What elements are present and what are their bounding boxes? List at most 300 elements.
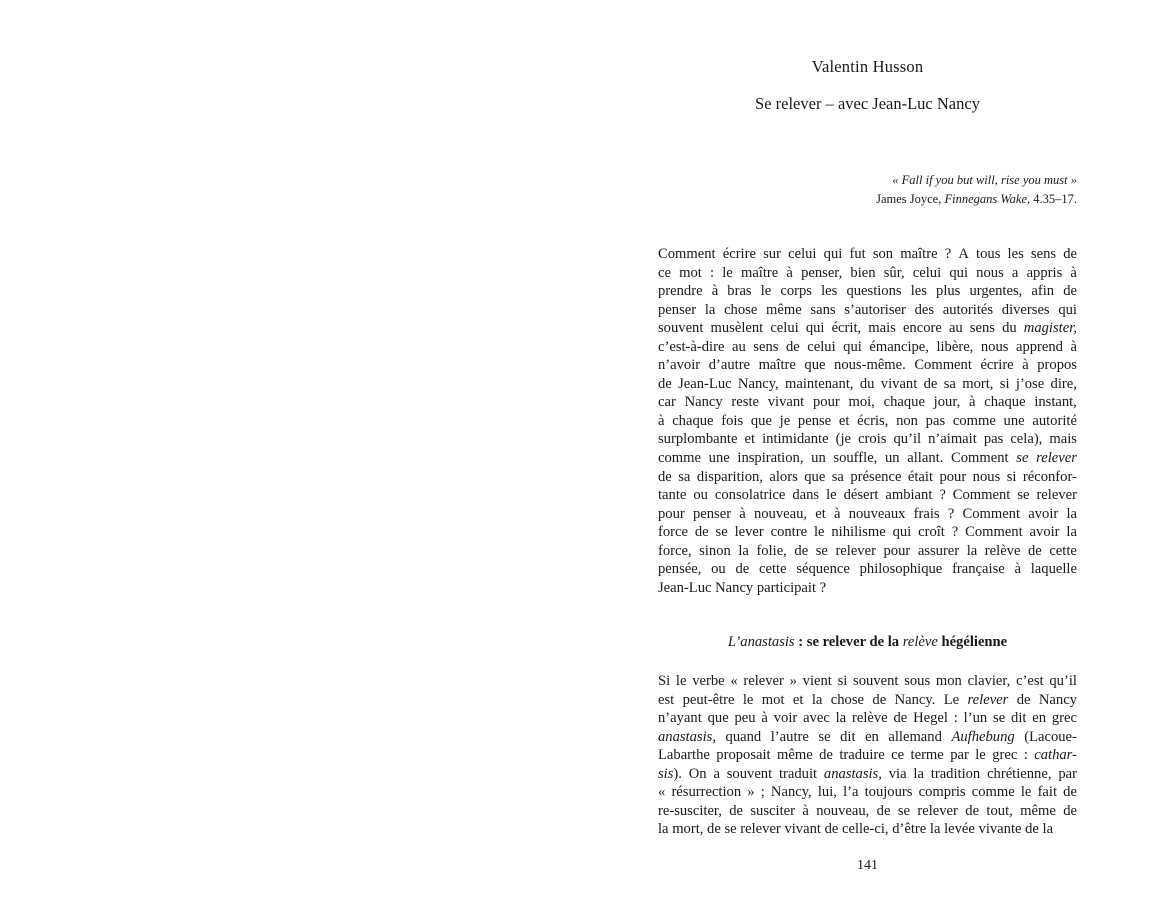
word: nous-même. [834, 357, 906, 374]
epigraph-author: James Joyce, [876, 192, 945, 206]
word: du [1002, 320, 1017, 337]
word: par [950, 747, 969, 764]
word: de [785, 338, 800, 355]
word: clavier, [967, 673, 1011, 689]
word: nihilisme [831, 524, 886, 541]
word: relève [984, 542, 1021, 559]
word: maître [900, 246, 938, 262]
paragraph-intro [658, 245, 1077, 597]
word: la [966, 542, 978, 559]
word: sans [810, 301, 836, 318]
word: magister, [1023, 320, 1077, 337]
text-line [658, 375, 1077, 394]
text-line [658, 505, 1077, 524]
word: souvent [853, 673, 899, 689]
word: le [826, 487, 837, 504]
word: en [1032, 710, 1047, 727]
word: grec [992, 747, 1018, 764]
word: « [730, 673, 738, 689]
word: nouveau, [816, 802, 870, 819]
word: la [835, 710, 847, 727]
word: relever [1036, 487, 1077, 504]
word: qu’il [1049, 673, 1077, 689]
word: levée [944, 821, 975, 838]
word: sûr, [883, 264, 905, 281]
word: mort, [672, 821, 704, 838]
word: émancipe, [869, 338, 929, 355]
word: de [923, 375, 938, 392]
word: dit [1011, 710, 1027, 727]
word: est [658, 691, 675, 708]
word: et [744, 431, 756, 448]
word: consolatrice [714, 487, 786, 504]
word: la [738, 542, 749, 559]
word: pas [925, 412, 946, 429]
word: Jean-Luc [658, 579, 712, 596]
word: le [675, 673, 687, 689]
word: toujours [864, 784, 913, 801]
word: non [896, 412, 918, 429]
word: » [789, 673, 797, 689]
word: se [1017, 487, 1030, 504]
word: le [975, 747, 986, 764]
word: intimidante [762, 431, 829, 448]
word: ; [760, 784, 765, 801]
epigraph-quote-text: « Fall if you but will, rise you must » [892, 173, 1077, 187]
word: reste [731, 394, 759, 411]
word: à [786, 264, 793, 281]
word: traduit [778, 765, 818, 782]
word: qu’il [893, 431, 922, 448]
word: les [821, 283, 838, 300]
text-line [658, 282, 1077, 301]
word: relève [852, 710, 888, 727]
word: anastasis, [823, 765, 882, 782]
word: la [1066, 505, 1077, 522]
word: de [819, 747, 833, 764]
word: lui, [817, 784, 837, 801]
word: que [804, 357, 826, 374]
word: (je [835, 431, 852, 448]
word: verbe [692, 673, 725, 689]
word: dire, [1050, 375, 1077, 392]
word: qui [1058, 301, 1077, 318]
text-line [658, 802, 1077, 821]
heading-part: : se relever de la [794, 634, 903, 650]
text-line [658, 709, 1077, 728]
word: vivant [784, 821, 821, 838]
word: de [1063, 802, 1077, 819]
text-line [658, 523, 1077, 542]
heading-part: relève [902, 634, 938, 650]
word: comme [971, 784, 1015, 801]
page-number: 141 [857, 858, 878, 873]
word: proposait [716, 747, 771, 764]
word: mort, [962, 375, 994, 392]
word: le [1020, 784, 1032, 801]
word: « [658, 784, 666, 801]
word: du [859, 375, 875, 392]
text-line [658, 393, 1077, 412]
epigraph-work: Finnegans Wake [944, 192, 1027, 206]
text-line [658, 783, 1077, 802]
word: fait [1037, 784, 1058, 801]
word: à [802, 802, 809, 819]
word: inspiration, [737, 450, 804, 467]
word: (Lacoue- [1024, 728, 1077, 745]
word: ? [944, 246, 952, 262]
word: pensée, [658, 561, 702, 578]
word: sa [831, 468, 844, 485]
word: française [952, 561, 1005, 578]
word: ? [819, 579, 827, 596]
word: folie, [756, 542, 787, 559]
word: peu [734, 710, 756, 727]
word: le [813, 524, 825, 541]
word: si [1006, 468, 1017, 485]
word: mot [679, 264, 702, 281]
word: présence [850, 468, 902, 485]
word: nouveaux [848, 505, 906, 522]
word: penser [658, 301, 697, 318]
word: que [707, 710, 729, 727]
word: cette [759, 561, 787, 578]
word: Nancy, [737, 375, 779, 392]
word: de [893, 710, 908, 727]
word: s’autoriser [844, 301, 906, 318]
word: libère, [936, 338, 974, 355]
word: grec [1051, 710, 1077, 727]
word: nous [980, 338, 1009, 355]
word: sinon [699, 542, 731, 559]
word: Nancy. [894, 691, 936, 708]
word: celui [807, 338, 836, 355]
word: réconfor- [1022, 468, 1077, 485]
word: Le [943, 691, 960, 708]
word: cette [1049, 542, 1077, 559]
word: laquelle [1030, 561, 1077, 578]
word: » [747, 784, 755, 801]
word: ou [693, 487, 708, 504]
word: un [885, 450, 900, 467]
word: même [766, 301, 802, 318]
word: surplombante [658, 431, 738, 448]
word: sis [658, 765, 674, 782]
word: se [715, 524, 728, 541]
word: celle-ci, [841, 821, 889, 838]
word: la [929, 821, 941, 838]
word: ? [939, 487, 946, 504]
word: si [999, 375, 1010, 392]
word: jour, [933, 394, 961, 411]
word: écrire [980, 357, 1014, 374]
text-line [658, 319, 1077, 338]
word: au [731, 338, 746, 355]
word: philosophique [859, 561, 943, 578]
word: penser [692, 505, 732, 522]
word: maintenant, [785, 375, 854, 392]
word: à [711, 283, 719, 300]
word: la [1042, 821, 1054, 838]
word: qui [892, 524, 912, 541]
word: de [794, 542, 809, 559]
word: chaque [883, 394, 925, 411]
word: souvent [726, 765, 773, 782]
word: le [760, 283, 772, 300]
word: de [1063, 784, 1077, 801]
word: de [694, 524, 709, 541]
word: pas [983, 431, 1004, 448]
word: de [707, 821, 721, 838]
word: la [704, 301, 716, 318]
word: se [897, 802, 910, 819]
word: force [658, 524, 688, 541]
word: propos [1037, 357, 1077, 374]
word: séquence [796, 561, 850, 578]
word: celui [788, 246, 817, 262]
word: relever [835, 542, 876, 559]
word: avec [803, 710, 830, 727]
word: à [761, 710, 768, 727]
word: pour [658, 505, 685, 522]
word: questions [846, 283, 902, 300]
word: comme [658, 450, 701, 467]
word: je [779, 412, 791, 429]
word: que [804, 468, 826, 485]
word: de [1063, 246, 1077, 262]
word: se [993, 710, 1006, 727]
word: Comment [658, 246, 716, 262]
word: mot [761, 691, 785, 708]
word: a [1011, 264, 1019, 281]
word: a [713, 765, 720, 782]
word: qui [949, 264, 968, 281]
word: à [834, 505, 841, 522]
text-line [658, 412, 1077, 431]
word: cathar- [1034, 747, 1077, 764]
word: afin [1031, 283, 1055, 300]
word: bras [727, 283, 752, 300]
word: de [876, 802, 891, 819]
word: chose [724, 301, 758, 318]
word: une [1003, 412, 1025, 429]
word: la [658, 821, 669, 838]
word: Nancy [1038, 691, 1077, 708]
word: fois [721, 412, 744, 429]
word: tradition [930, 765, 981, 782]
word: croît [918, 524, 945, 541]
word: de [729, 802, 743, 819]
word: participait [756, 579, 817, 596]
word: ? [951, 524, 959, 541]
word: de [1025, 821, 1039, 838]
word: chaque [672, 412, 714, 429]
heading-part: hégélienne [937, 634, 1008, 650]
word: de [1063, 283, 1077, 300]
word: avoir [1029, 524, 1060, 541]
word: celui [770, 320, 799, 337]
word: relever [917, 802, 958, 819]
word: pour [939, 468, 967, 485]
word: à [1014, 561, 1021, 578]
text-line [658, 728, 1077, 747]
word: c’est [1016, 673, 1044, 689]
word: apprend [1015, 338, 1063, 355]
word: peut-être [682, 691, 735, 708]
word: la [1066, 524, 1077, 541]
word: autorités [942, 301, 994, 318]
word: sens [1030, 246, 1057, 262]
word: nouveau, [753, 505, 808, 522]
word: Comment [962, 505, 1021, 522]
word: susciter [750, 802, 795, 819]
word: corps [780, 283, 812, 300]
word: mais [1049, 431, 1077, 448]
word: ce [658, 264, 671, 281]
word: contre [770, 524, 808, 541]
word: prendre [658, 283, 703, 300]
word: que [750, 412, 772, 429]
text-line [658, 430, 1077, 449]
word: tous [976, 246, 1001, 262]
word: une [708, 450, 730, 467]
word: résurrection [671, 784, 742, 801]
word: à [969, 394, 976, 411]
word: et [792, 691, 804, 708]
word: des [914, 301, 935, 318]
text-line [658, 468, 1077, 487]
word: relever [740, 821, 781, 838]
word: se [818, 728, 831, 745]
word: qui [805, 320, 825, 337]
word: comme [952, 412, 996, 429]
word: urgentes, [969, 283, 1023, 300]
word: compris [918, 784, 966, 801]
text-line [658, 486, 1077, 505]
word: Comment [952, 487, 1011, 504]
word: ou [711, 561, 726, 578]
word: quand [725, 728, 762, 745]
word: lever [734, 524, 764, 541]
word: terme [910, 747, 944, 764]
word: mais [868, 320, 896, 337]
word: le [722, 264, 733, 281]
word: d’être [892, 821, 927, 838]
word: sens [969, 320, 995, 337]
word: On [688, 765, 707, 782]
word: force, [658, 542, 692, 559]
word: les [910, 283, 927, 300]
word: de [872, 691, 887, 708]
word: car [658, 394, 676, 411]
text-line [658, 691, 1077, 710]
word: l’autre [770, 728, 809, 745]
word: de [735, 561, 750, 578]
author-name: Valentin Husson [811, 57, 924, 76]
word: de [1016, 691, 1031, 708]
word: l’a [843, 784, 859, 801]
word: dans [792, 487, 820, 504]
word: cela), [1010, 431, 1043, 448]
word: si [837, 673, 848, 689]
word: se [1016, 450, 1029, 467]
word: au [948, 320, 963, 337]
word: désert [843, 487, 879, 504]
word: : [953, 710, 958, 727]
word: se [724, 821, 737, 838]
word: diverses [1001, 301, 1050, 318]
word: ). [673, 765, 682, 782]
word: souvent [658, 320, 704, 337]
word: à [658, 412, 665, 429]
word: d’autre [708, 357, 751, 374]
word: se [815, 542, 828, 559]
word: à [739, 505, 746, 522]
word: avoir [1028, 505, 1059, 522]
word: souffle, [833, 450, 878, 467]
word: écrire [722, 246, 756, 262]
word: sens [753, 338, 779, 355]
word: n’ayant [658, 710, 702, 727]
word: bien [850, 264, 876, 281]
word: penser, [801, 264, 843, 281]
word: était [907, 468, 933, 485]
word: Comment [951, 450, 1009, 467]
word: assurer [917, 542, 960, 559]
word: maître [740, 264, 779, 281]
section-heading [658, 634, 1077, 651]
word: de [824, 821, 839, 838]
word: relever [1036, 450, 1077, 467]
text-line [658, 579, 1077, 598]
word: chose [830, 691, 864, 708]
word: Nancy [684, 394, 723, 411]
word: via [888, 765, 907, 782]
word: à [1070, 338, 1077, 355]
word: nous [976, 264, 1004, 281]
word: la [811, 691, 823, 708]
word: instant, [1034, 394, 1077, 411]
word: vivant [880, 375, 918, 392]
text-line [658, 820, 1077, 839]
word: Nancy [715, 579, 754, 596]
word: maître [758, 357, 796, 374]
word: un [811, 450, 826, 467]
text-line [658, 245, 1077, 264]
word: Jean-Luc [678, 375, 732, 392]
word: de [658, 468, 672, 485]
word: tout, [986, 802, 1013, 819]
word: ? [947, 505, 955, 522]
word: disparition, [696, 468, 763, 485]
word: écris, [857, 412, 889, 429]
epigraph-source [658, 190, 1077, 209]
word: crois [858, 431, 887, 448]
word: alors [769, 468, 798, 485]
epigraph-ref: , 4.35–17. [1027, 192, 1077, 206]
heading-part: L’anastasis [727, 634, 795, 650]
word: relever [967, 691, 1009, 708]
word: pense [797, 412, 832, 429]
word: la [913, 765, 924, 782]
word: re-susciter, [658, 802, 722, 819]
word: relever [743, 673, 784, 689]
word: moi, [848, 394, 875, 411]
word: pour [883, 542, 911, 559]
word: celui [912, 264, 942, 281]
word: sous [904, 673, 931, 689]
word: par [1058, 765, 1077, 782]
